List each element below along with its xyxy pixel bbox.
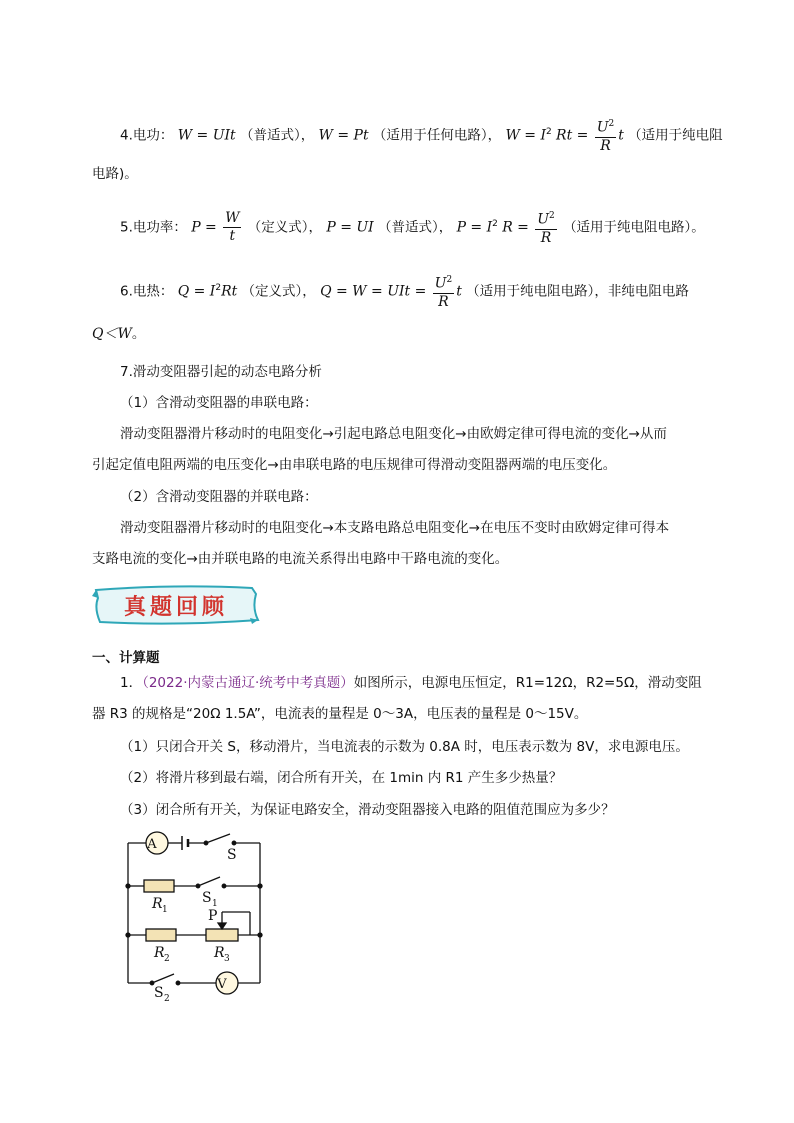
switch-s-icon <box>206 834 230 843</box>
r2-label: R <box>154 945 165 961</box>
formula-heat: 6.电热： $Q = I^2Rt$ （定义式）， Q = W = UIt = $\frac{U^2}{R}$ t （适用于纯电阻电路），非纯电阻电路 <box>120 272 689 311</box>
section7-p2b: 支路电流的变化→由并联电路的电流关系得出电路中干路电流的变化。 <box>92 551 509 567</box>
slider-p-label: P <box>208 908 218 924</box>
r1-label: R <box>152 896 163 912</box>
switch-s-label: S <box>227 847 237 863</box>
question-part-3: （3）闭合所有开关，为保证电路安全，滑动变阻器接入电路的阻值范围应为多少？ <box>120 802 615 818</box>
formula-work-cont: 电路)。 <box>92 166 138 182</box>
svg-text:3: 3 <box>224 954 230 964</box>
banner-text: 真题回顾 <box>123 594 228 620</box>
section7-p1b: 引起定值电阻两端的电压变化→由串联电路的电压规律可得滑动变阻器两端的电压变化。 <box>92 457 617 473</box>
svg-text:2: 2 <box>164 954 170 964</box>
svg-text:2: 2 <box>164 994 170 1003</box>
question-source: （2022·内蒙古通辽·统考中考真题） <box>142 675 354 691</box>
r1-resistor-icon <box>144 880 174 892</box>
fraction: $\frac{U^2}{R}$ <box>535 208 557 247</box>
switch-s1-icon <box>198 877 220 886</box>
question-part-1: （1）只闭合开关 S，移动滑片，当电流表的示数为 0.8A 时，电压表示数为 8V，求电源电压。 <box>120 739 689 755</box>
r3-label: R <box>214 945 225 961</box>
circuit-diagram <box>120 828 270 1003</box>
section-title: 一、计算题 <box>92 650 160 666</box>
formula-work: 4.电功： W = UIt （普适式）， W = Pt （适用于任何电路）， $W = I^2$ Rt = $\frac{U^2}{R}$ t （适用于纯电阻 <box>120 116 723 155</box>
formula-power: 5.电功率： P = $\frac{W}{t}$ （定义式）， P = UI （普适式）， $P = I^2$ R = $\frac{U^2}{R}$ （适用于纯电阻电路）。 <box>120 209 705 246</box>
fraction: $\frac{U^2}{R}$ <box>595 116 617 155</box>
switch-s1-label: S <box>202 890 212 906</box>
fraction: $\frac{W}{t}$ <box>225 209 240 244</box>
formula-heat-cont: Q＜W。 <box>92 326 146 342</box>
section7-p1a: 滑动变阻器滑片移动时的电阻变化→引起电路总电阻变化→由欧姆定律可得电流的变化→从而 <box>120 426 667 442</box>
review-banner <box>92 584 260 626</box>
voltmeter-label: V <box>217 977 227 992</box>
r2-resistor-icon <box>146 929 176 941</box>
r3-rheostat-icon <box>206 929 238 941</box>
section7-title: 7.滑动变阻器引起的动态电路分析 <box>120 364 322 380</box>
question-stem-1: 1．（2022·内蒙古通辽·统考中考真题）如图所示，电源电压恒定，R1=12Ω，R2=5Ω，滑动变阻 <box>120 675 702 691</box>
svg-text:1: 1 <box>212 899 218 909</box>
question-stem-2: 器 R3 的规格是“20Ω 1.5A”，电流表的量程是 0～3A，电压表的量程是 0～15V。 <box>92 706 588 722</box>
switch-s2-label: S <box>154 985 164 1001</box>
question-part-2: （2）将滑片移到最右端，闭合所有开关，在 1min 内 R1 产生多少热量？ <box>120 770 563 786</box>
fraction: $\frac{U^2}{R}$ <box>433 272 455 311</box>
section7-sub2: （2）含滑动变阻器的并联电路： <box>120 489 318 505</box>
svg-text:1: 1 <box>162 905 168 915</box>
ammeter-label: A <box>147 837 157 852</box>
switch-s2-icon <box>152 974 174 983</box>
section7-sub1: （1）含滑动变阻器的串联电路： <box>120 395 318 411</box>
section7-p2a: 滑动变阻器滑片移动时的电阻变化→本支路电路总电阻变化→在电压不变时由欧姆定律可得本 <box>120 520 670 536</box>
